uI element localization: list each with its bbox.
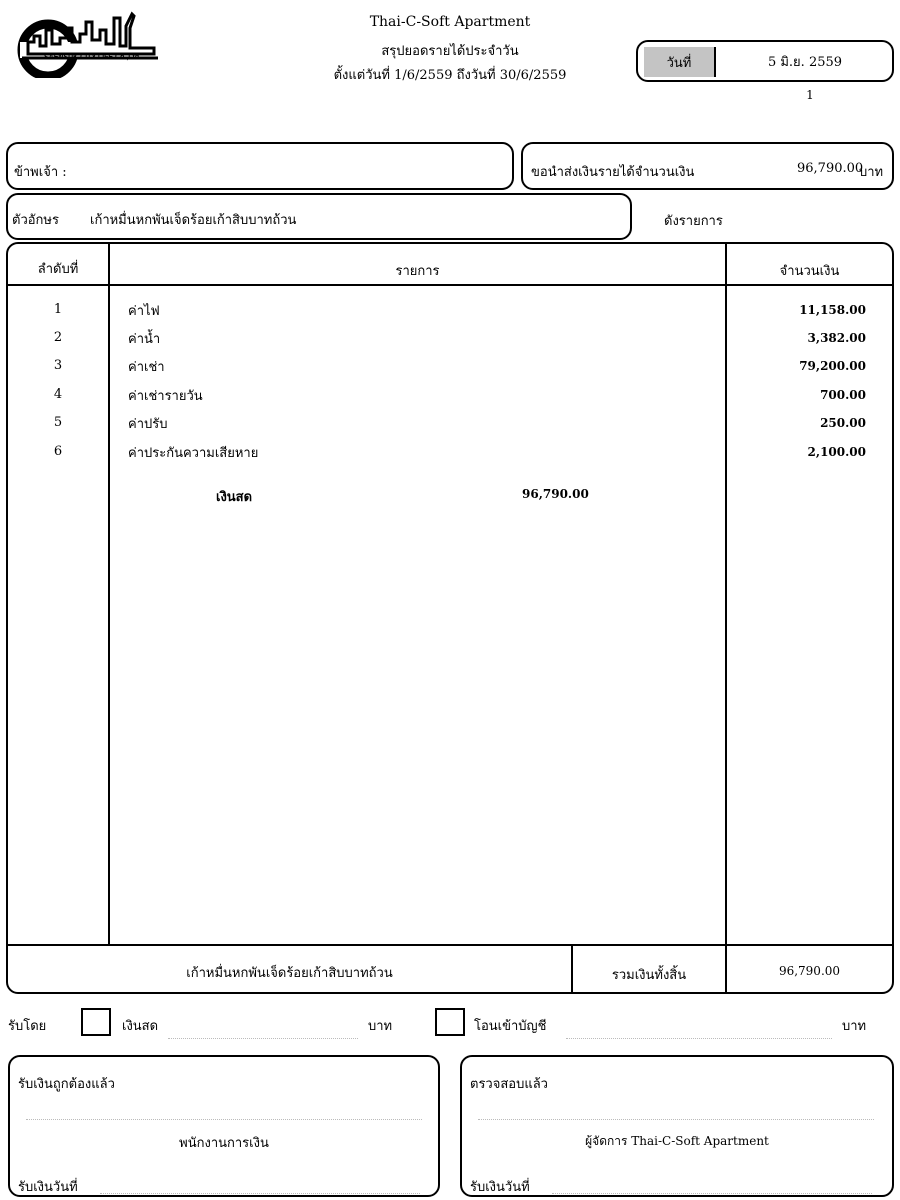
remit-label: ขอนำส่งเงินรายได้จำนวนเงิน [531,165,695,180]
payer-box [6,142,514,190]
payer-label: ข้าพเจ้า : [14,165,67,180]
total-amount: 96,790.00 [778,964,841,978]
amount-words-label: ตัวอักษร [12,213,59,228]
manager-date-line[interactable] [552,1193,872,1194]
cash-amount: 96,790.00 [522,487,589,501]
transfer-unit: บาท [842,1019,867,1034]
page-number: 1 [806,88,814,102]
col-divider-2 [725,244,727,992]
row-no: 3 [53,358,63,373]
cash-checkbox[interactable] [81,1008,111,1036]
cash-unit: บาท [368,1019,393,1034]
cashier-sign-box [8,1055,440,1197]
report-period: ตั้งแต่วันที่ 1/6/2559 ถึงวันที่ 30/6/2559 [333,68,567,83]
amount-words-value: เก้าหมื่นหกพันเจ็ดร้อยเก้าสิบบาทถ้วน [90,213,297,228]
row-item: ค่าเช่ารายวัน [128,389,203,404]
row-item: ค่าไฟ [128,304,160,319]
skyline-logo-icon [14,8,164,78]
receive-label: รับโดย [8,1019,47,1034]
header-no: ลำดับที่ [37,262,79,277]
row-item: ค่าน้ำ [128,332,161,347]
col-divider-1 [108,244,110,944]
cashier-signature-line[interactable] [26,1119,422,1120]
row-no: 5 [53,415,63,430]
items-table [6,242,894,994]
company-logo [14,8,164,78]
row-amount: 250.00 [820,416,866,430]
transfer-amount-line[interactable] [566,1038,832,1039]
manager-date-label: รับเงินวันที่ [470,1180,530,1195]
row-amount: 3,382.00 [807,331,866,345]
row-no: 1 [53,302,63,317]
manager-signature-line[interactable] [478,1119,874,1120]
manager-role: ผู้จัดการ Thai-C-Soft Apartment [585,1134,769,1148]
cash-option-label: เงินสด [122,1019,159,1034]
footer-divider [8,944,892,946]
manager-sign-box [460,1055,894,1197]
total-label: รวมเงินทั้งสิ้น [611,968,687,983]
date-box [636,40,894,82]
transfer-option-label: โอนเข้าบัญชี [474,1019,547,1034]
footer-amount-words: เก้าหมื่นหกพันเจ็ดร้อยเก้าสิบบาทถ้วน [186,966,393,981]
remit-box [521,142,894,190]
amount-words-box [6,193,632,240]
header-divider [8,284,892,286]
row-no: 4 [53,387,63,402]
cashier-date-label: รับเงินวันที่ [18,1180,78,1195]
header-amount: จำนวนเงิน [779,264,840,279]
row-amount: 2,100.00 [807,445,866,459]
company-name: Thai-C-Soft Apartment [369,14,531,30]
row-item: ค่าเช่า [128,360,165,375]
header-item: รายการ [395,264,440,279]
date-value: 5 มิ.ย. 2559 [767,54,843,70]
remit-amount: 96,790.00 [797,161,864,176]
row-item: ค่าปรับ [128,417,168,432]
row-amount: 79,200.00 [799,359,866,373]
report-title: สรุปยอดรายได้ประจำวัน [381,44,519,59]
remit-unit: บาท [859,165,884,180]
transfer-checkbox[interactable] [435,1008,465,1036]
row-no: 6 [53,444,63,459]
date-label: วันที่ [644,47,716,77]
cash-amount-line[interactable] [168,1038,358,1039]
row-item: ค่าประกันความเสียหาย [128,446,259,461]
cash-label: เงินสด [216,490,253,505]
manager-sign-title: ตรวจสอบแล้ว [470,1077,548,1092]
as-listed-label: ดังรายการ [664,214,723,229]
cashier-sign-title: รับเงินถูกต้องแล้ว [18,1077,115,1092]
row-amount: 700.00 [820,388,866,402]
row-amount: 11,158.00 [799,303,866,317]
row-no: 2 [53,330,63,345]
cashier-role: พนักงานการเงิน [179,1136,269,1151]
logo-text: SAENSUK CITY LIFE Co.,Ltd. [44,54,142,61]
cashier-date-line[interactable] [100,1193,420,1194]
